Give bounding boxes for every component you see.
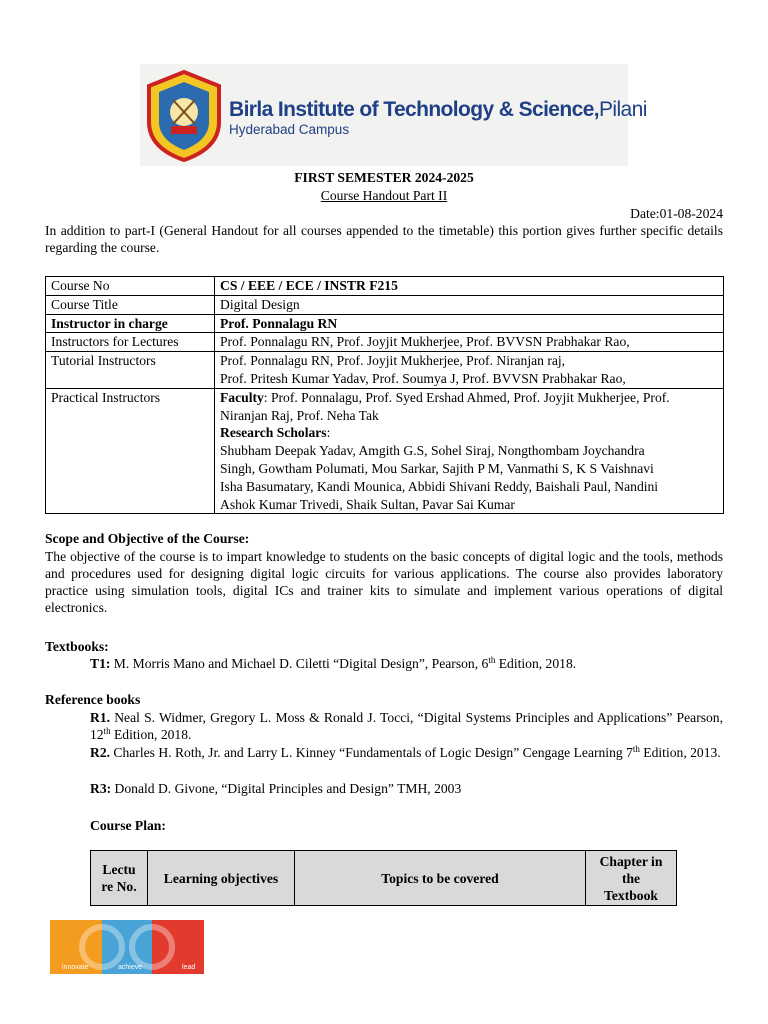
tagline-lead: lead (182, 964, 196, 971)
tutorial-line: Prof. Pritesh Kumar Yadav, Prof. Soumya J, Prof. BVVSN Prabhakar Rao, (220, 370, 626, 386)
table-row (46, 314, 724, 333)
tutorial-line: Prof. Ponnalagu RN, Prof. Joyjit Mukherjee, Prof. Niranjan raj, (220, 353, 566, 369)
reference-r3: R3: Donald D. Givone, “Digital Principles and Design” TMH, 2003 (90, 781, 462, 796)
practical-instructors-value (215, 388, 724, 514)
lecture-instructors-label: Instructors for Lectures (46, 333, 215, 352)
table-row (46, 388, 724, 514)
reference-r1: R1. Neal S. Widmer, Gregory L. Moss & Ronald J. Tocci, “Digital Systems Principles and Applications” Pearson, 12th Edition, 2018. (90, 710, 723, 742)
table-row (46, 333, 724, 352)
textbooks-heading: Textbooks: (45, 639, 109, 654)
scope-paragraph: The objective of the course is to impart knowledge to students on the basic concepts of digital logic and the tools, methods and procedures used for designing digital logic circuits for various applications. The course also provides laboratory practice using simulation tools, digital ICs and trainer kits to simulate and implement various operations of digital electronics. (45, 549, 723, 615)
course-no-label: Course No (46, 277, 215, 296)
ic-value: Prof. Ponnalagu RN (215, 314, 724, 333)
references-heading: Reference books (45, 692, 141, 707)
handout-part-title: Course Handout Part II (320, 188, 448, 203)
col-lecture-no: Lectu re No. (91, 851, 148, 906)
course-no-value: CS / EEE / ECE / INSTR F215 (215, 277, 724, 296)
course-plan-heading: Course Plan: (90, 818, 166, 833)
campus-name: Hyderabad Campus (229, 122, 350, 137)
scholars-heading: Research Scholars: (220, 425, 331, 441)
bits-seal-logo (143, 70, 225, 162)
course-info-table (45, 276, 724, 514)
tutorial-instructors-label: Tutorial Instructors (46, 352, 215, 389)
semester-title: FIRST SEMESTER 2024-2025 (294, 170, 474, 185)
scholar-line: Isha Basumatary, Kandi Mounica, Abbidi Shivani Reddy, Baishali Paul, Nandini (220, 478, 659, 494)
table-header-row (91, 851, 677, 906)
textbook-t1: T1: M. Morris Mano and Michael D. Ciletti “Digital Design”, Pearson, 6th Edition, 2018. (90, 655, 577, 671)
scholars-label: Research Scholars (220, 425, 327, 441)
lecture-instructors-value: Prof. Ponnalagu RN, Prof. Joyjit Mukherjee, Prof. BVVSN Prabhakar Rao, (215, 333, 724, 352)
innovate-achieve-lead-logo (50, 920, 204, 974)
scholar-line: Ashok Kumar Trivedi, Shaik Sultan, Pavar Sai Kumar (220, 496, 515, 512)
institute-city: Pilani (599, 98, 647, 121)
table-row (46, 352, 724, 389)
faculty-label: Faculty (220, 389, 264, 405)
course-plan-table (90, 850, 677, 906)
scholar-line: Singh, Gowtham Polumati, Mou Sarkar, Sajith P M, Vanmathi S, K S Vaishnavi (220, 460, 654, 476)
tagline-innovate: innovate (62, 964, 89, 971)
tutorial-instructors-value (215, 352, 724, 389)
table-row (46, 277, 724, 296)
scope-heading: Scope and Objective of the Course: (45, 531, 250, 546)
practical-instructors-label: Practical Instructors (46, 388, 215, 514)
faculty-list: Faculty: Prof. Ponnalagu, Prof. Syed Ershad Ahmed, Prof. Joyjit Mukherjee, Prof. Niranjan Raj, Prof. Neha Tak (220, 389, 670, 423)
intro-paragraph: In addition to part-I (General Handout for all courses appended to the timetable) this portion gives further specific details regarding the course. (45, 223, 723, 255)
col-chapter: Chapter in the Textbook (586, 851, 677, 906)
course-title-value: Digital Design (215, 295, 724, 314)
table-row (46, 295, 724, 314)
col-topics: Topics to be covered (295, 851, 586, 906)
institute-name: Birla Institute of Technology & Science,Pilani (229, 98, 647, 121)
col-learning-objectives: Learning objectives (148, 851, 295, 906)
course-title-label: Course Title (46, 295, 215, 314)
reference-r2: R2. Charles H. Roth, Jr. and Larry L. Kinney “Fundamentals of Logic Design” Cengage Learning 7th Edition, 2013. (90, 744, 721, 760)
scholar-line: Shubham Deepak Yadav, Amgith G.S, Sohel Siraj, Nongthombam Joychandra (220, 443, 645, 459)
document-date: Date:01-08-2024 (630, 206, 723, 221)
ic-label: Instructor in charge (46, 314, 215, 333)
tagline-achieve: achieve (118, 964, 143, 971)
